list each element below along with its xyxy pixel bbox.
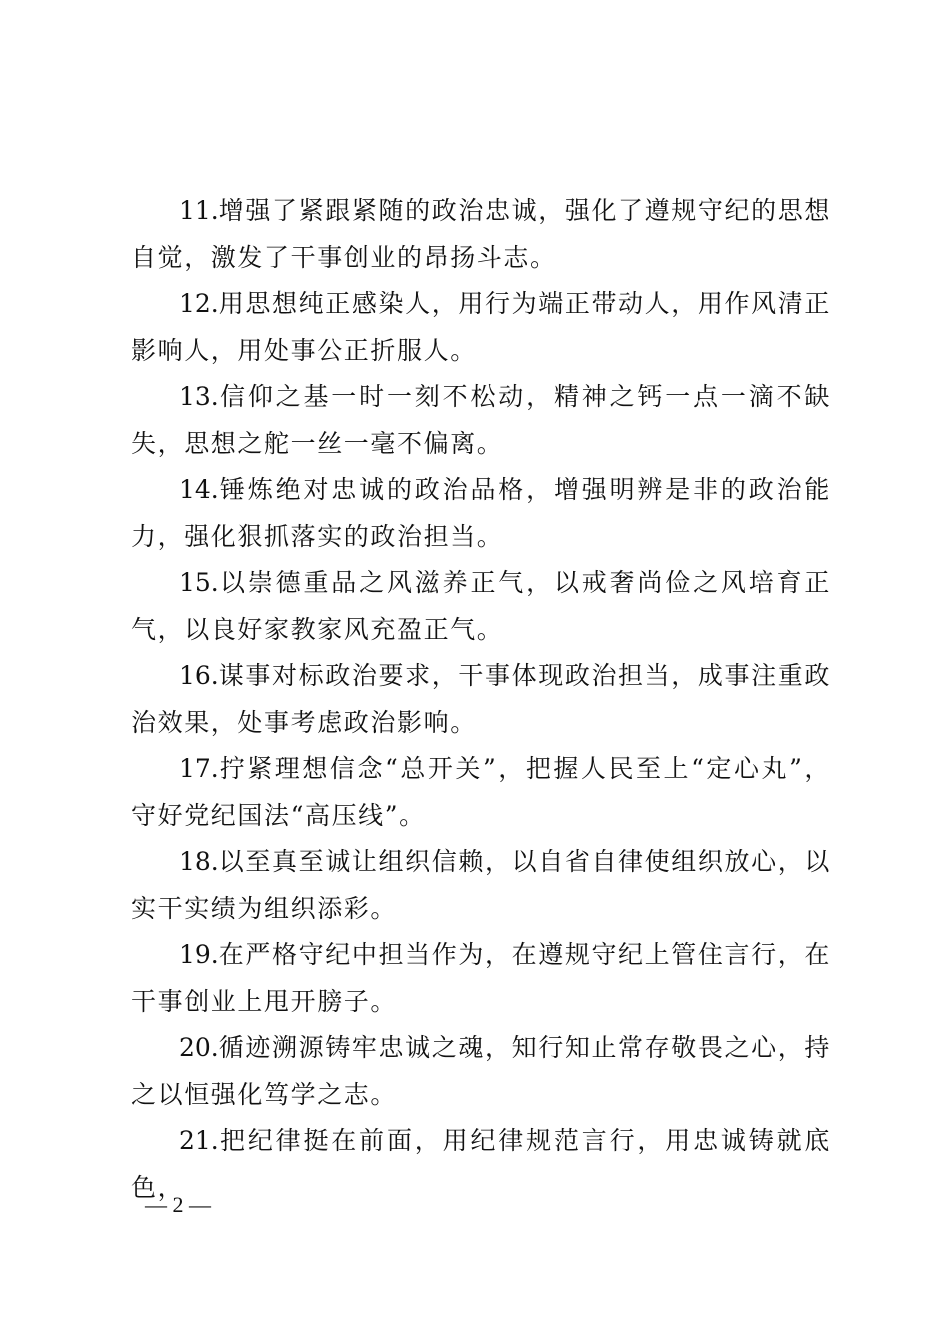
paragraph-12 xyxy=(131,281,831,374)
paragraph-number: 20. xyxy=(179,1033,219,1062)
paragraph-number: 11. xyxy=(179,196,219,225)
paragraph-text: 增强了紧跟紧随的政治忠诚，强化了遵规守纪的思想自觉，激发了干事创业的昂扬斗志。 xyxy=(131,196,831,272)
paragraph-text: 在严格守纪中担当作为，在遵规守纪上管住言行，在干事创业上甩开膀子。 xyxy=(131,940,831,1016)
page-number: — 2 — xyxy=(145,1192,211,1217)
paragraph-number: 14. xyxy=(179,475,219,504)
paragraph-21 xyxy=(131,1118,831,1211)
paragraph-17 xyxy=(131,746,831,839)
paragraph-text: 谋事对标政治要求，干事体现政治担当，成事注重政治效果，处事考虑政治影响。 xyxy=(131,661,831,737)
paragraph-number: 16. xyxy=(179,661,219,690)
paragraph-number: 17. xyxy=(179,754,219,783)
paragraph-number: 19. xyxy=(179,940,219,969)
body-text xyxy=(131,188,831,1211)
paragraph-text: 以至真至诚让组织信赖，以自省自律使组织放心，以实干实绩为组织添彩。 xyxy=(131,847,831,923)
paragraph-16 xyxy=(131,653,831,746)
paragraph-19 xyxy=(131,932,831,1025)
paragraph-13 xyxy=(131,374,831,467)
paragraph-text: 信仰之基一时一刻不松动，精神之钙一点一滴不缺失，思想之舵一丝一毫不偏离。 xyxy=(131,382,831,458)
paragraph-number: 18. xyxy=(179,847,219,876)
paragraph-18 xyxy=(131,839,831,932)
paragraph-number: 21. xyxy=(179,1126,219,1155)
paragraph-text: 拧紧理想信念“总开关”，把握人民至上“定心丸”，守好党纪国法“高压线”。 xyxy=(131,754,831,830)
paragraph-11 xyxy=(131,188,831,281)
paragraph-20 xyxy=(131,1025,831,1118)
paragraph-number: 15. xyxy=(179,568,219,597)
paragraph-15 xyxy=(131,560,831,653)
paragraph-text: 以崇德重品之风滋养正气，以戒奢尚俭之风培育正气，以良好家教家风充盈正气。 xyxy=(131,568,831,644)
paragraph-text: 锤炼绝对忠诚的政治品格，增强明辨是非的政治能力，强化狠抓落实的政治担当。 xyxy=(131,475,831,551)
paragraph-number: 12. xyxy=(179,289,219,318)
paragraph-number: 13. xyxy=(179,382,219,411)
paragraph-14 xyxy=(131,467,831,560)
paragraph-text: 循迹溯源铸牢忠诚之魂，知行知止常存敬畏之心，持之以恒强化笃学之志。 xyxy=(131,1033,831,1109)
paragraph-text: 用思想纯正感染人，用行为端正带动人，用作风清正影响人，用处事公正折服人。 xyxy=(131,289,831,365)
paragraph-text: 把纪律挺在前面，用纪律规范言行，用忠诚铸就底色， xyxy=(131,1126,831,1202)
